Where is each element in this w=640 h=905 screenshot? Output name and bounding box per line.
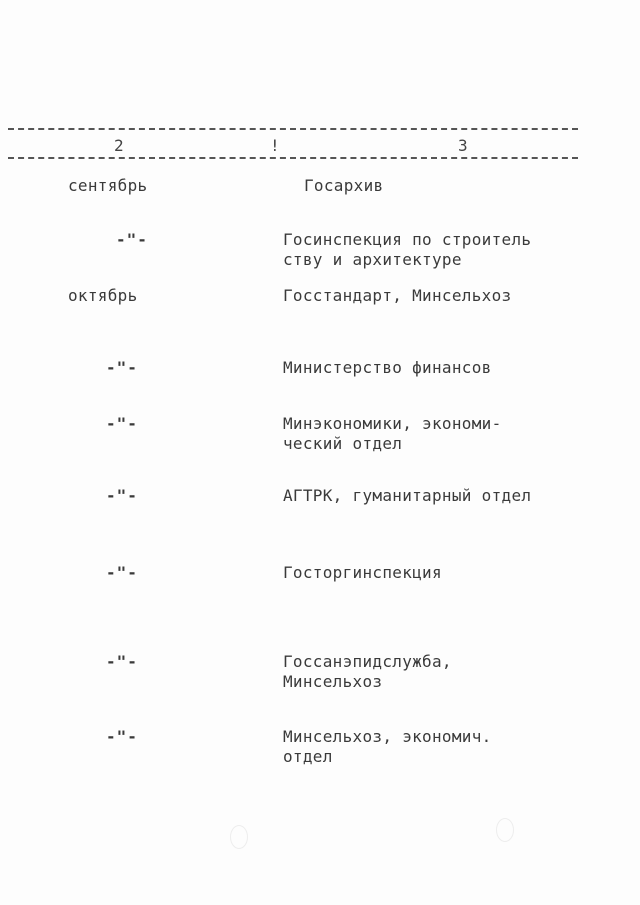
- header-top-rule: [8, 128, 578, 130]
- row-6-who: АГТРК, гуманитарный отдел: [283, 486, 532, 505]
- paper-smudge-mark: [230, 825, 248, 849]
- row-2-who: Госинспекция по строитель ству и архитектуре: [283, 230, 532, 269]
- row-2-when: -"-: [116, 230, 148, 249]
- row-3-when: октябрь: [68, 286, 138, 305]
- row-1-when: сентябрь: [68, 176, 148, 195]
- row-7-when: -"-: [106, 563, 138, 582]
- column-2-header: 2: [114, 136, 124, 155]
- row-6-when: -"-: [106, 486, 138, 505]
- row-5-who: Минэкономики, экономи- ческий отдел: [283, 414, 502, 453]
- row-8-when: -"-: [106, 652, 138, 671]
- header-bottom-rule: [8, 157, 578, 159]
- column-separator: !: [270, 136, 280, 155]
- row-9-who: Минсельхоз, экономич. отдел: [283, 727, 492, 766]
- row-4-who: Министерство финансов: [283, 358, 492, 377]
- row-1-who: Госархив: [304, 176, 384, 195]
- row-4-when: -"-: [106, 358, 138, 377]
- column-3-header: 3: [458, 136, 468, 155]
- row-9-when: -"-: [106, 727, 138, 746]
- row-8-who: Госсанэпидслужба, Минсельхоз: [283, 652, 452, 691]
- paper-smudge-mark: [496, 818, 514, 842]
- row-7-who: Госторгинспекция: [283, 563, 442, 582]
- row-3-who: Госстандарт, Минсельхоз: [283, 286, 512, 305]
- row-5-when: -"-: [106, 414, 138, 433]
